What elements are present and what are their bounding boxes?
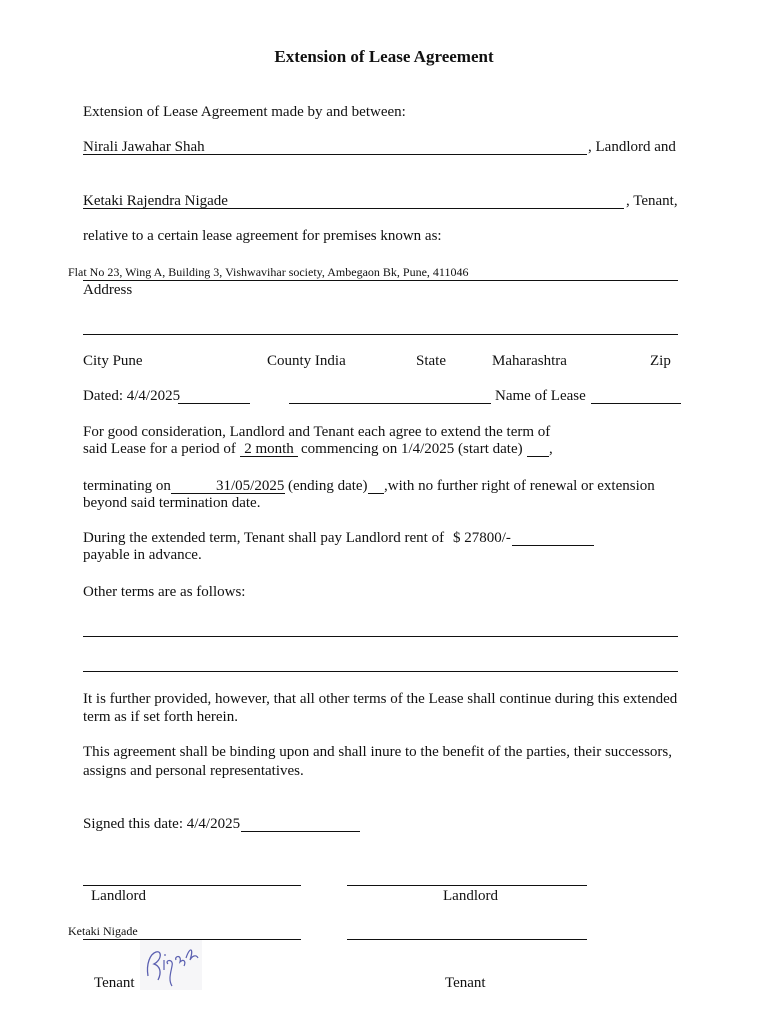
- landlord-label-left: Landlord: [91, 888, 146, 904]
- termination-line-2: beyond said termination date.: [83, 495, 261, 511]
- name-of-lease-label: Name of Lease: [495, 388, 586, 404]
- premises-address-underline: [83, 280, 678, 281]
- city-field[interactable]: City Pune: [83, 353, 143, 369]
- consideration-line-2-end: ,: [549, 441, 553, 457]
- other-terms-line-1[interactable]: [83, 636, 678, 637]
- start-date-blank[interactable]: [527, 456, 549, 457]
- dated-field[interactable]: Dated: 4/4/2025: [83, 388, 181, 404]
- termination-blank: [368, 493, 384, 494]
- landlord-label-right: Landlord: [443, 888, 498, 904]
- binding-line-1: This agreement shall be binding upon and shall inure to the benefit of the parties, their successors,: [83, 744, 673, 760]
- period-field[interactable]: 2 month: [244, 441, 294, 457]
- period-underline: [240, 456, 298, 457]
- tenant-name-underline: [83, 208, 624, 209]
- tenant-name[interactable]: Ketaki Rajendra Nigade: [83, 193, 228, 209]
- premises-address[interactable]: Flat No 23, Wing A, Building 3, Vishwavihar society, Ambegaon Bk, Pune, 411046: [68, 265, 469, 279]
- tenant-label-left: Tenant: [94, 975, 135, 991]
- landlord-suffix: , Landlord and: [588, 139, 676, 155]
- termination-pre: terminating on: [83, 478, 171, 494]
- termination-post: ,with no further right of renewal or extension: [384, 478, 655, 494]
- binding-line-2: assigns and personal representatives.: [83, 763, 304, 779]
- rent-underline: [512, 545, 594, 546]
- intro-text: Extension of Lease Agreement made by and between:: [83, 104, 406, 120]
- tenant-signature-line-right[interactable]: [347, 939, 587, 940]
- address-line-2[interactable]: [83, 334, 678, 335]
- signed-date-underline: [241, 831, 360, 832]
- state-label: State: [416, 353, 446, 369]
- relative-text: relative to a certain lease agreement for premises known as:: [83, 228, 442, 244]
- county-field[interactable]: County India: [267, 353, 346, 369]
- landlord-signature-line-left[interactable]: [83, 885, 301, 886]
- tenant-printed-name[interactable]: Ketaki Nigade: [68, 924, 138, 938]
- state-value[interactable]: Maharashtra: [492, 353, 567, 369]
- tenant-signature-image: [140, 940, 202, 990]
- tenant-label-right: Tenant: [445, 975, 486, 991]
- lease-blank-underline[interactable]: [289, 403, 491, 404]
- tenant-suffix: , Tenant,: [626, 193, 678, 209]
- rent-line-2: payable in advance.: [83, 547, 202, 563]
- further-line-1: It is further provided, however, that all other terms of the Lease shall continue during this extended: [83, 691, 678, 707]
- rent-amount[interactable]: $ 27800/-: [453, 530, 511, 546]
- address-label: Address: [83, 282, 133, 298]
- dated-underline: [178, 403, 250, 404]
- other-terms-label: Other terms are as follows:: [83, 584, 246, 600]
- landlord-name[interactable]: Nirali Jawahar Shah: [83, 139, 205, 155]
- zip-label: Zip: [650, 353, 671, 369]
- name-of-lease-underline[interactable]: [591, 403, 681, 404]
- rent-pre: During the extended term, Tenant shall pay Landlord rent of: [83, 530, 445, 546]
- termination-date[interactable]: 31/05/2025: [216, 478, 285, 494]
- consideration-line-2-pre: said Lease for a period of: [83, 441, 236, 457]
- document-title: Extension of Lease Agreement: [274, 47, 494, 66]
- other-terms-line-2[interactable]: [83, 671, 678, 672]
- termination-mid: (ending date): [288, 478, 368, 494]
- landlord-signature-line-right[interactable]: [347, 885, 587, 886]
- landlord-name-underline: [83, 154, 587, 155]
- consideration-line-1: For good consideration, Landlord and Tenant each agree to extend the term of: [83, 424, 551, 440]
- signed-date[interactable]: Signed this date: 4/4/2025: [83, 816, 241, 832]
- further-line-2: term as if set forth herein.: [83, 709, 238, 725]
- consideration-line-2-post: commencing on 1/4/2025 (start date): [301, 441, 523, 457]
